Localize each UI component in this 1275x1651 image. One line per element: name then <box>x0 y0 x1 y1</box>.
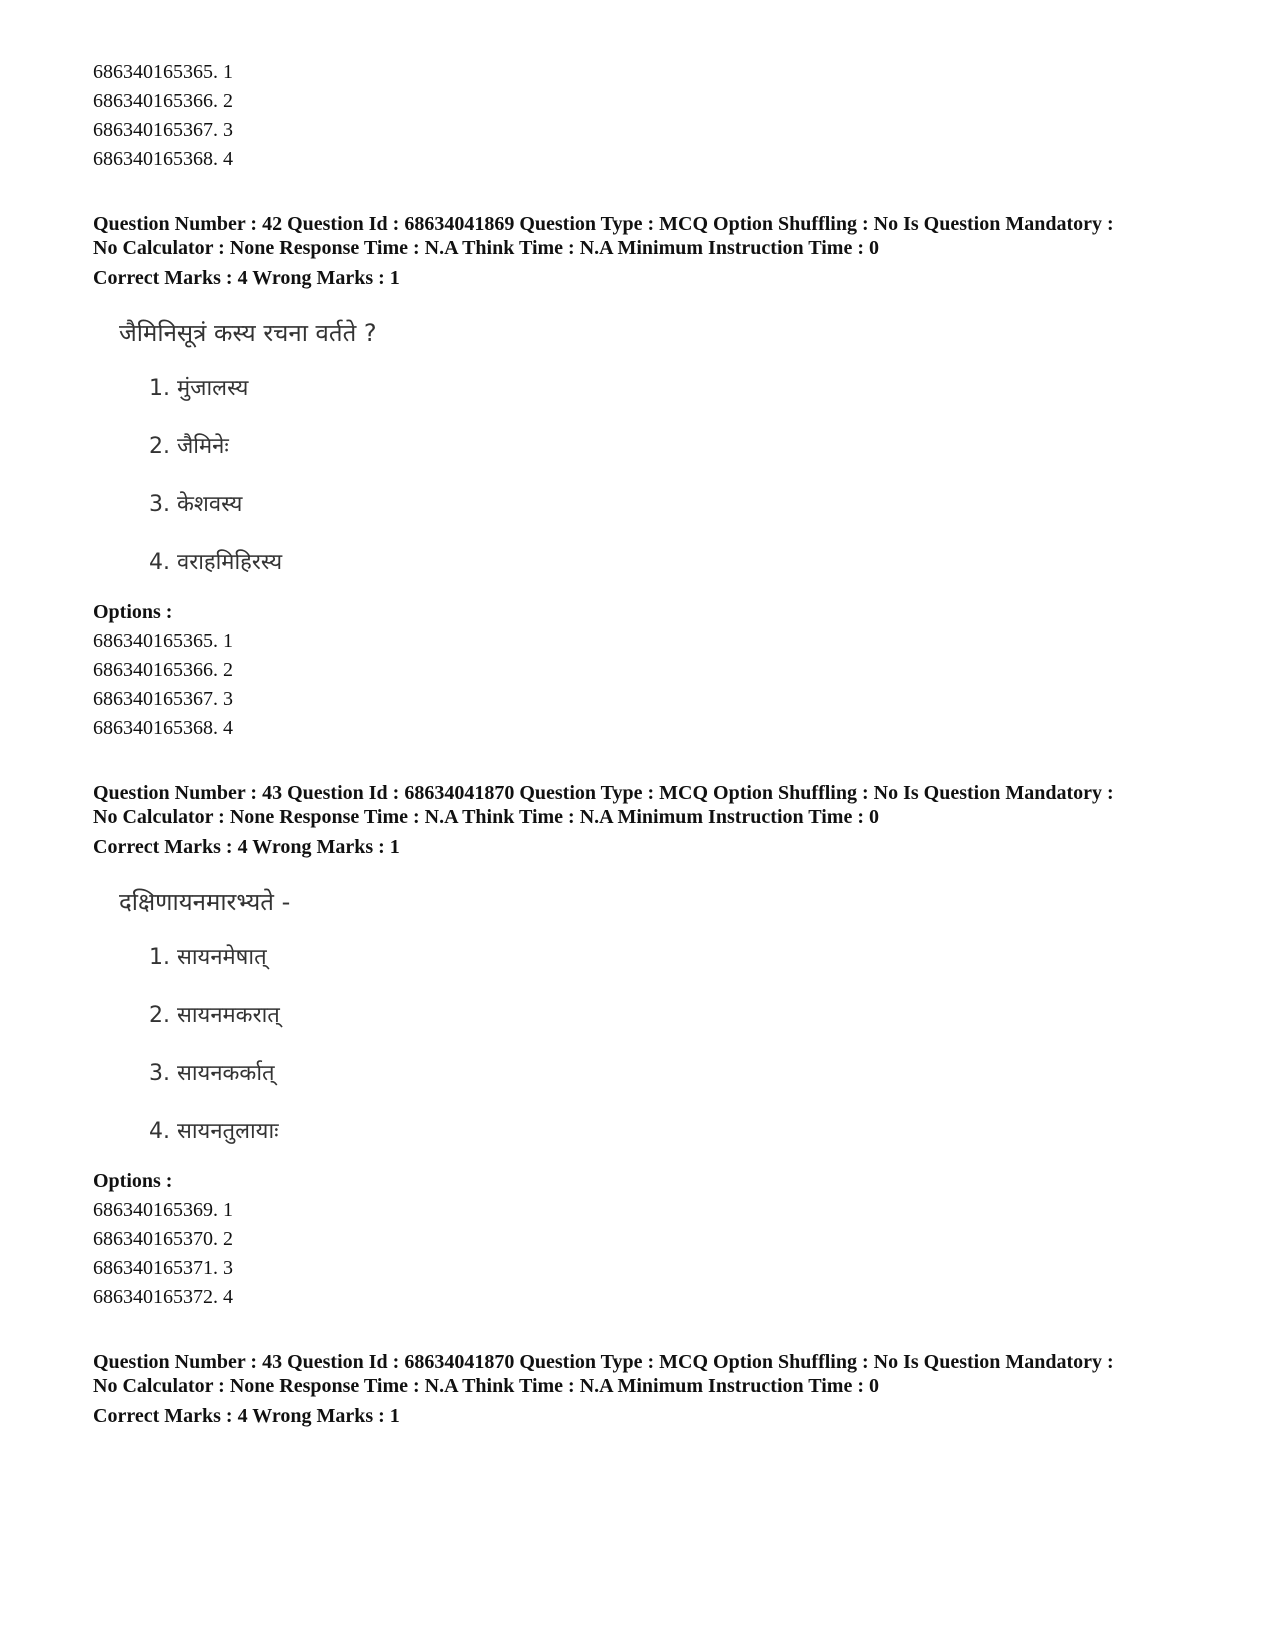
question-choice: 3. केशवस्य <box>149 492 243 517</box>
question-marks: Correct Marks : 4 Wrong Marks : 1 <box>93 267 400 289</box>
option-id-line: 686340165368. 4 <box>93 148 233 170</box>
question-text: दक्षिणायनमारभ्यते - <box>119 888 291 916</box>
previous-question-options <box>93 58 1193 174</box>
option-id-line: 686340165366. 2 <box>93 90 233 112</box>
option-id-line: 686340165365. 1 <box>93 630 233 652</box>
question-choice: 1. मुंजालस्य <box>149 376 249 401</box>
option-id-line: 686340165370. 2 <box>93 1228 233 1250</box>
question-choice: 4. सायनतुलायाः <box>149 1119 279 1144</box>
question-choice: 3. सायनकर्कात् <box>149 1061 275 1086</box>
question-header-line1: Question Number : 42 Question Id : 68634041869 Question Type : MCQ Option Shuffling : No Is Question Mandatory : <box>93 213 1114 235</box>
question-content <box>119 885 1193 1149</box>
question-header-line1: Question Number : 43 Question Id : 68634041870 Question Type : MCQ Option Shuffling : No Is Question Mandatory : <box>93 782 1114 804</box>
question-header-line1: Question Number : 43 Question Id : 68634041870 Question Type : MCQ Option Shuffling : No Is Question Mandatory : <box>93 1351 1114 1373</box>
question-choice: 1. सायनमेषात् <box>149 945 267 970</box>
question-content <box>119 316 1193 580</box>
option-id-line: 686340165368. 4 <box>93 717 233 739</box>
question-header-line2: No Calculator : None Response Time : N.A Think Time : N.A Minimum Instruction Time : 0 <box>93 1375 879 1397</box>
option-id-line: 686340165366. 2 <box>93 659 233 681</box>
question-header-line2: No Calculator : None Response Time : N.A Think Time : N.A Minimum Instruction Time : 0 <box>93 806 879 828</box>
question-choice: 4. वराहमिहिरस्य <box>149 550 283 575</box>
question-block-43 <box>93 781 1193 1312</box>
option-id-line: 686340165371. 3 <box>93 1257 233 1279</box>
question-choice: 2. सायनमकरात् <box>149 1003 280 1028</box>
option-id-line: 686340165372. 4 <box>93 1286 233 1308</box>
question-marks: Correct Marks : 4 Wrong Marks : 1 <box>93 836 400 858</box>
question-block-42 <box>93 212 1193 743</box>
question-choice: 2. जैमिनेः <box>149 434 229 459</box>
option-id-line: 686340165367. 3 <box>93 688 233 710</box>
options-label: Options : <box>93 1170 173 1192</box>
question-block-43-repeat <box>93 1350 1193 1428</box>
option-id-line: 686340165367. 3 <box>93 119 233 141</box>
question-marks: Correct Marks : 4 Wrong Marks : 1 <box>93 1405 400 1427</box>
option-id-line: 686340165369. 1 <box>93 1199 233 1221</box>
options-label: Options : <box>93 601 173 623</box>
document-page <box>93 58 1193 1428</box>
question-text: जैमिनिसूत्रं कस्य रचना वर्तते ? <box>119 319 377 347</box>
question-header-line2: No Calculator : None Response Time : N.A Think Time : N.A Minimum Instruction Time : 0 <box>93 237 879 259</box>
option-id-line: 686340165365. 1 <box>93 61 233 83</box>
